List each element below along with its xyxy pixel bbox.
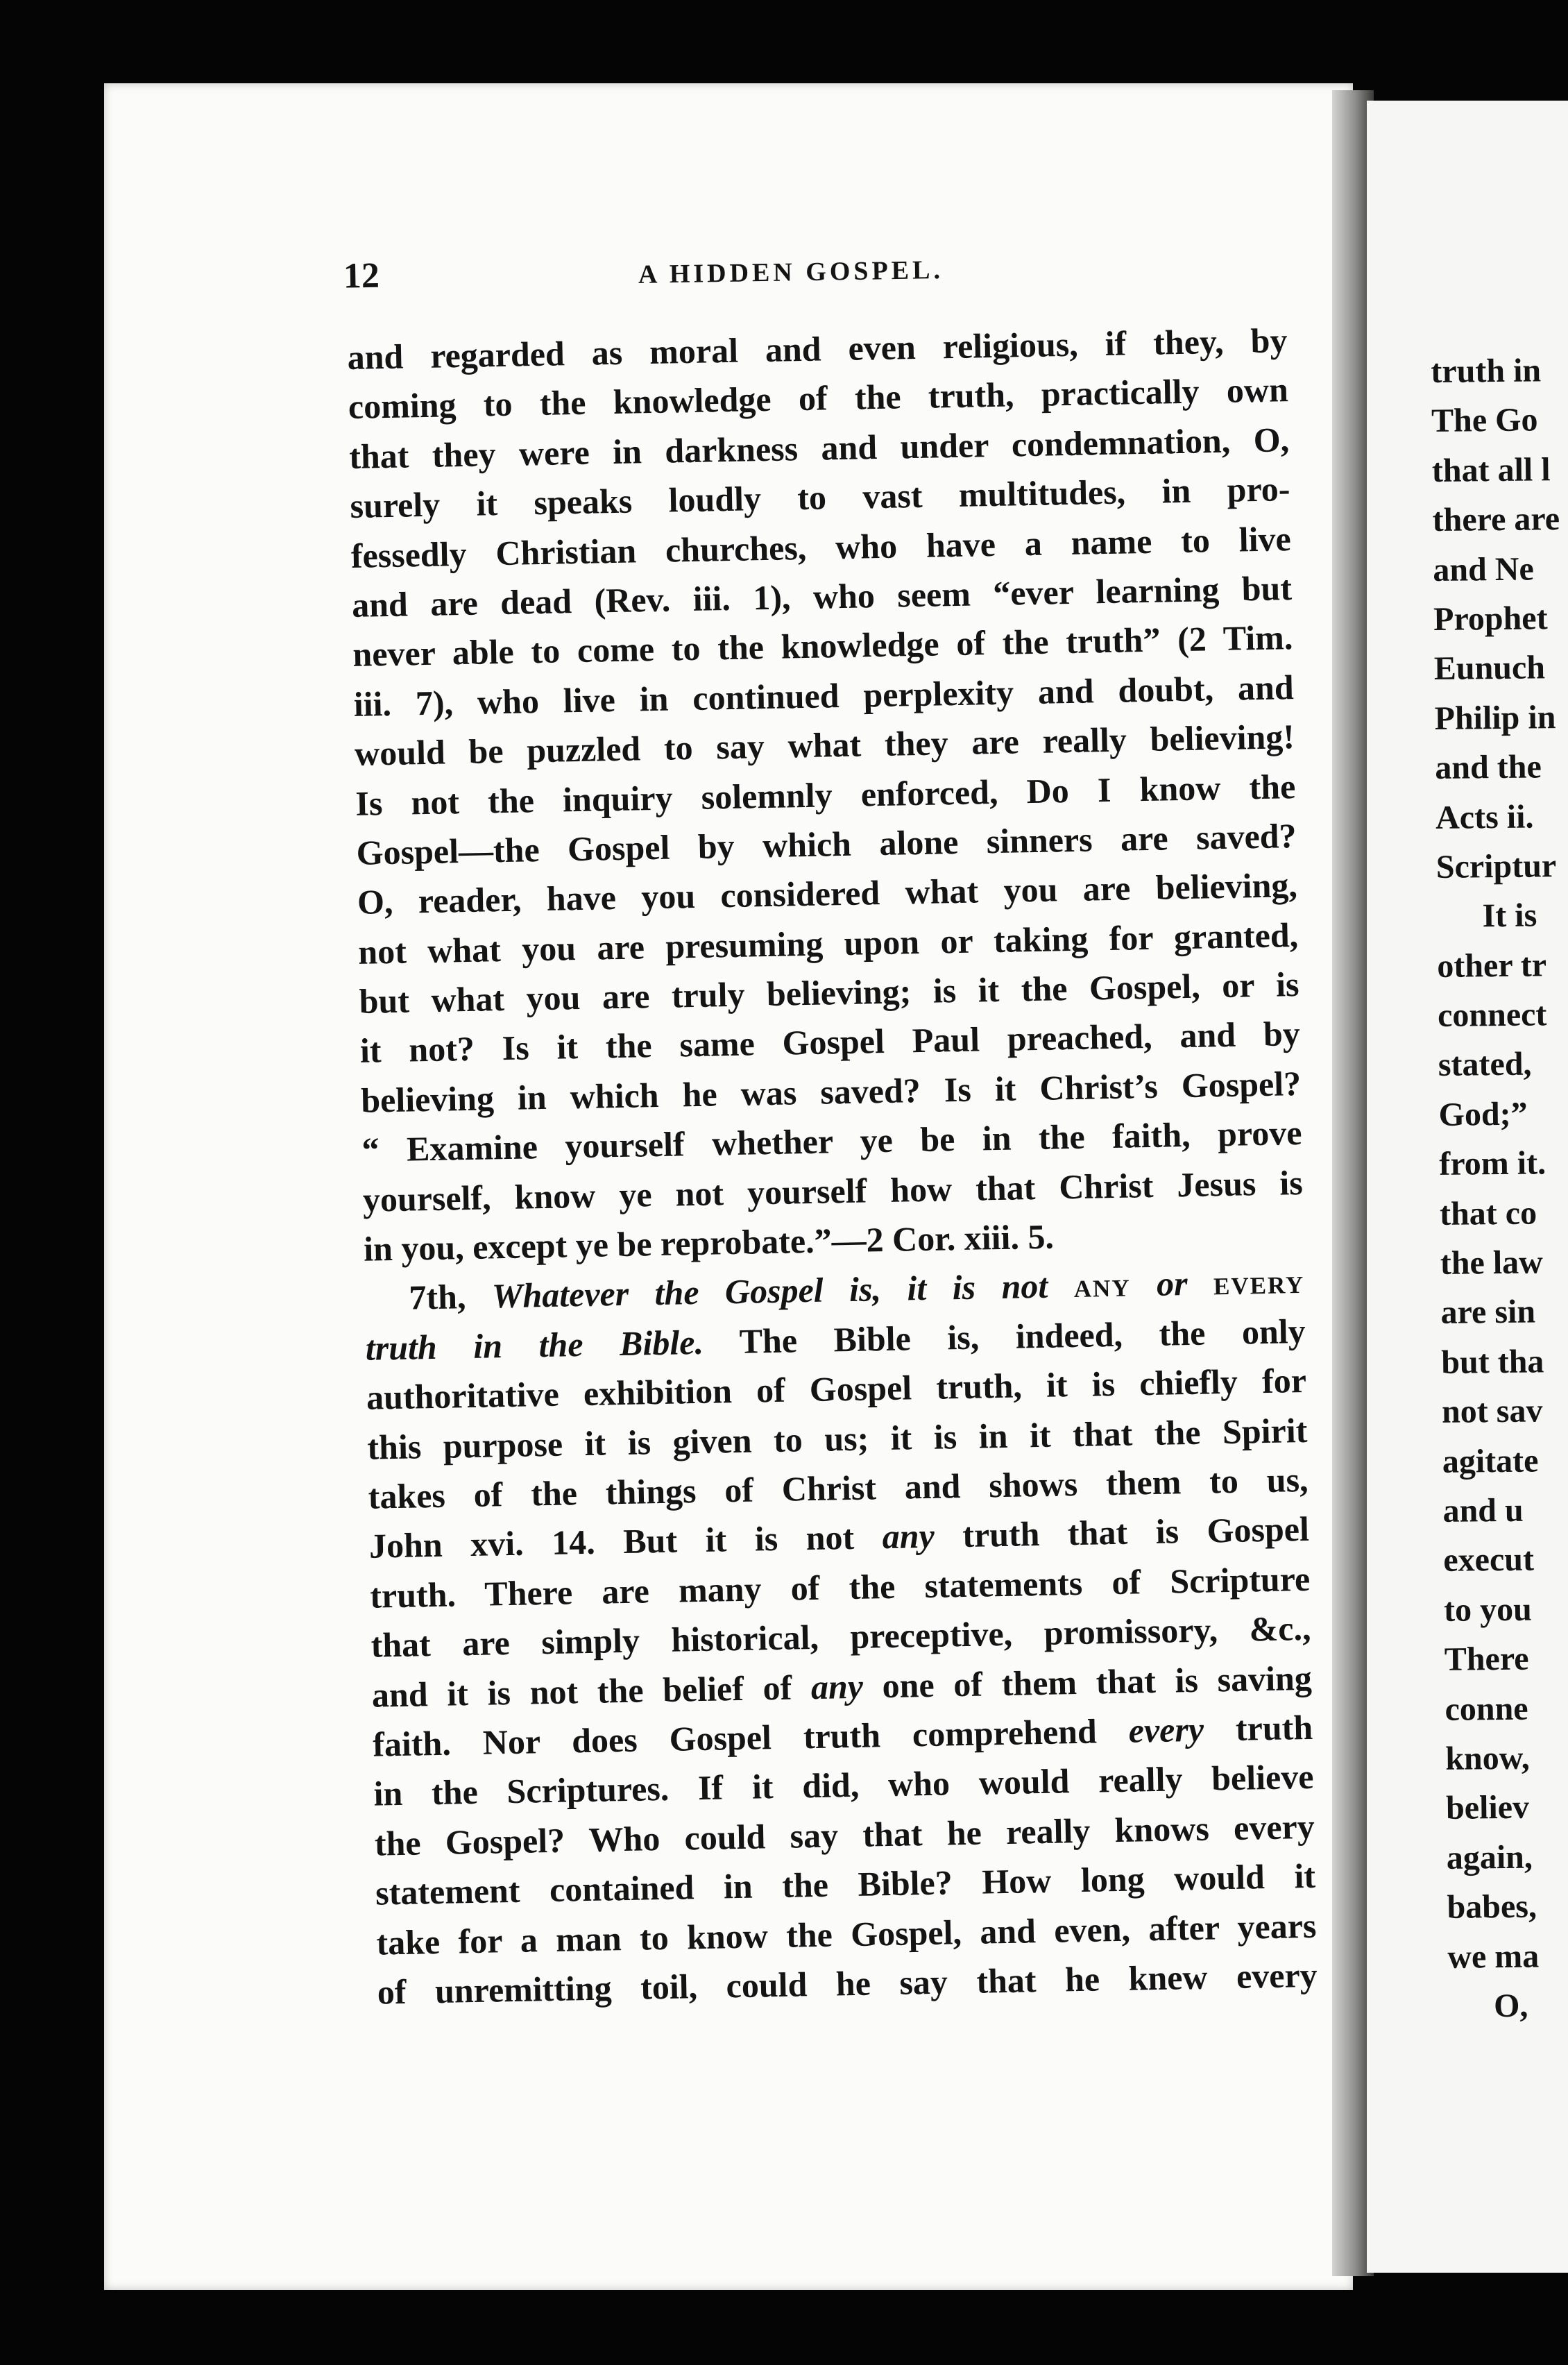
text-line: take for a man to know the Gospel, and even, after years bbox=[375, 1906, 1317, 1963]
text-line: and regarded as moral and even religious, if they, by bbox=[347, 321, 1288, 377]
fragment-line: Philip in bbox=[1434, 698, 1556, 737]
text-line: Is not the inquiry solemnly enforced, Do I know the bbox=[355, 766, 1296, 823]
text-line: this purpose it is given to us; it is in it that the Spirit bbox=[366, 1410, 1308, 1467]
text-line: in the Scriptures. If it did, who would really believe bbox=[373, 1757, 1314, 1813]
fragment-line: stated, bbox=[1438, 1046, 1532, 1084]
text-line: takes of the things of Christ and shows them to us, bbox=[368, 1459, 1309, 1516]
text-line: John xvi. 14. But it is not any truth that is Gospel bbox=[368, 1509, 1310, 1566]
text-line: in you, except ye be reprobate.”—2 Cor. xiii. 5. bbox=[363, 1217, 1055, 1269]
text-line: the Gospel? Who could say that he really knows every bbox=[374, 1806, 1315, 1863]
text-line: fessedly Christian churches, who have a name to live bbox=[350, 518, 1292, 575]
text-line: that are simply historical, preceptive, promissory, &c., bbox=[370, 1609, 1311, 1665]
text-line: truth. There are many of the statements of Scripture bbox=[369, 1559, 1311, 1616]
fragment-line: babes, bbox=[1447, 1888, 1537, 1926]
fragment-line: and Ne bbox=[1433, 550, 1534, 588]
fragment-line: Scriptur bbox=[1435, 847, 1557, 885]
text-line: faith. Nor does Gospel truth comprehend every truth bbox=[372, 1707, 1313, 1764]
fragment-line: that all l bbox=[1431, 450, 1551, 489]
text-line: truth in the Bible. The Bible is, indeed, the only bbox=[365, 1311, 1306, 1368]
fragment-line: not sav bbox=[1441, 1392, 1543, 1431]
text-line: but what you are truly believing; is it the Gospel, or is bbox=[359, 965, 1299, 1021]
fragment-line: the law bbox=[1440, 1244, 1544, 1282]
running-head: A HIDDEN GOSPEL. bbox=[638, 255, 944, 289]
fragment-line: to you bbox=[1443, 1591, 1533, 1629]
fragment-line: execut bbox=[1443, 1541, 1535, 1579]
fragment-line: The Go bbox=[1431, 401, 1538, 440]
text-line: and it is not the belief of any one of them that is saving bbox=[371, 1658, 1313, 1715]
fragment-line: There bbox=[1444, 1640, 1529, 1679]
text-line: coming to the knowledge of the truth, practically own bbox=[348, 370, 1289, 427]
text-line: of unremitting toil, could he say that he knew every bbox=[377, 1955, 1318, 2012]
text-line: “ Examine yourself whether ye be in the faith, prove bbox=[361, 1113, 1302, 1170]
text-line: iii. 7), who live in continued perplexity and doubt, and bbox=[353, 667, 1295, 724]
fragment-line: Prophet bbox=[1433, 600, 1548, 638]
text-line: never able to come to the knowledge of the truth” (2 Tim. bbox=[352, 618, 1293, 675]
text-line: it not? Is it the same Gospel Paul preached, and by bbox=[359, 1014, 1301, 1071]
fragment-line: are sin bbox=[1440, 1293, 1536, 1332]
fragment-line: know, bbox=[1445, 1739, 1530, 1777]
text-line: Gospel—the Gospel by which alone sinners are saved? bbox=[356, 815, 1297, 872]
fragment-line: Eunuch bbox=[1433, 649, 1546, 688]
text-line: O, reader, have you considered what you are believing, bbox=[357, 865, 1298, 922]
fragment-line: from it. bbox=[1439, 1144, 1546, 1183]
text-line: not what you are presuming upon or taking for granted, bbox=[357, 915, 1299, 972]
text-line: and are dead (Rev. iii. 1), who seem “ever learning but bbox=[351, 568, 1293, 625]
text-line: 7th, Whatever the Gospel is, it is not any or every bbox=[408, 1262, 1305, 1318]
fragment-line: and u bbox=[1442, 1491, 1524, 1529]
fragment-line: It is bbox=[1482, 897, 1537, 935]
text-line: yourself, know ye not yourself how that Christ Jesus is bbox=[362, 1162, 1304, 1219]
fragment-line: but tha bbox=[1441, 1343, 1544, 1381]
right-page-body bbox=[1431, 345, 1568, 2031]
text-line: would be puzzled to say what they are really believing! bbox=[354, 717, 1295, 774]
text-line: that they were in darkness and under condemnation, O, bbox=[348, 419, 1290, 476]
fragment-line: Acts ii. bbox=[1435, 798, 1534, 836]
fragment-line: O, bbox=[1493, 1987, 1528, 2025]
page-number: 12 bbox=[343, 255, 380, 296]
fragment-line: conne bbox=[1445, 1690, 1528, 1728]
fragment-line: we ma bbox=[1447, 1937, 1540, 1976]
left-page-body bbox=[347, 316, 1318, 2017]
text-line: believing in which he was saved? Is it Christ’s Gospel? bbox=[360, 1063, 1302, 1120]
fragment-line: again, bbox=[1446, 1838, 1533, 1876]
text-line: statement contained in the Bible? How long would it bbox=[375, 1856, 1316, 1913]
fragment-line: there are bbox=[1432, 500, 1560, 539]
fragment-line: other tr bbox=[1437, 946, 1547, 985]
fragment-line: connect bbox=[1437, 996, 1547, 1035]
text-line: authoritative exhibition of Gospel truth, it is chiefly for bbox=[366, 1361, 1307, 1417]
fragment-line: that co bbox=[1439, 1194, 1537, 1232]
fragment-line: truth in bbox=[1431, 352, 1542, 390]
fragment-line: agitate bbox=[1442, 1442, 1539, 1480]
fragment-line: believ bbox=[1445, 1788, 1530, 1827]
fragment-line: God;” bbox=[1438, 1095, 1528, 1133]
fragment-line: and the bbox=[1435, 748, 1542, 787]
text-line: surely it speaks loudly to vast multitudes, in pro- bbox=[350, 469, 1290, 526]
